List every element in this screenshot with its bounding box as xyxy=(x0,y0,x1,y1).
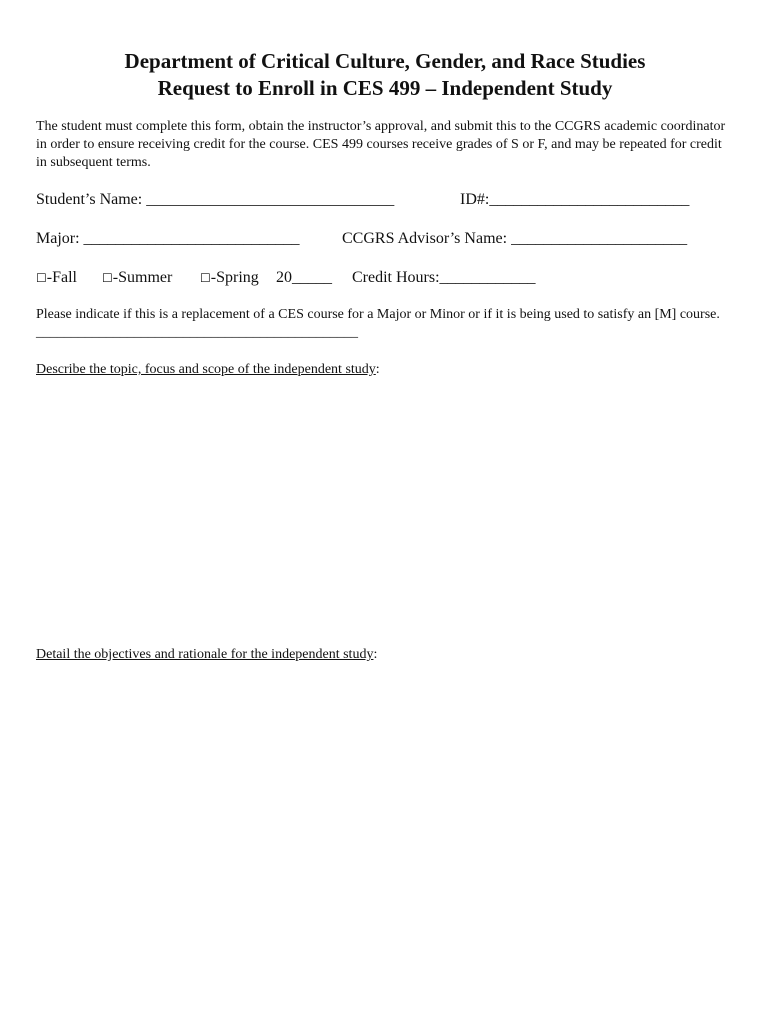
fall-checkbox[interactable] xyxy=(36,268,77,288)
id-field[interactable] xyxy=(460,190,689,210)
form-title: Request to Enroll in CES 499 – Independent Study xyxy=(157,76,613,100)
credit-hours-field[interactable] xyxy=(352,268,536,288)
student-name-label: Student’s Name: xyxy=(36,191,143,208)
spring-label: -Spring xyxy=(210,269,259,286)
fall-checkbox-icon[interactable]: ☐ xyxy=(36,271,47,285)
student-name-line[interactable]: _______________________________ xyxy=(146,191,395,208)
summer-label: -Summer xyxy=(112,269,173,286)
replacement-text: Please indicate if this is a replacement of a CES course for a Major or Minor or if it is being used to satisfy an [M] course. xyxy=(36,307,720,322)
advisor-label: CCGRS Advisor’s Name: xyxy=(342,230,508,247)
advisor-line[interactable]: ______________________ xyxy=(511,230,688,247)
summer-checkbox[interactable] xyxy=(102,268,172,288)
spring-checkbox-icon[interactable]: ☐ xyxy=(200,271,211,285)
department-title: Department of Critical Culture, Gender, and Race Studies xyxy=(124,49,646,73)
detail-heading-text: Detail the objectives and rationale for the independent study xyxy=(36,647,374,662)
describe-section-heading xyxy=(36,361,380,379)
summer-checkbox-icon[interactable]: ☐ xyxy=(102,271,113,285)
major-line[interactable]: ___________________________ xyxy=(83,230,300,247)
fall-label: -Fall xyxy=(46,269,77,286)
year-field[interactable]: 20_____ xyxy=(276,269,332,286)
credit-hours-label: Credit Hours: xyxy=(352,269,440,286)
major-field[interactable] xyxy=(36,229,300,249)
instructions-paragraph: The student must complete this form, obtain the instructor’s approval, and submit this to the CCGRS academic coordinator in order to ensure receiving credit for the course. CES 499 courses receive grades of S or F, and may be repeated for credit in subsequent terms. xyxy=(36,119,726,170)
id-label: ID#: xyxy=(460,191,490,208)
id-line[interactable]: _________________________ xyxy=(489,191,690,208)
describe-heading-colon: : xyxy=(375,362,380,377)
major-label: Major: xyxy=(36,230,80,247)
replacement-question xyxy=(36,306,740,342)
advisor-field[interactable] xyxy=(342,229,687,249)
detail-section-heading xyxy=(36,646,377,664)
student-name-field[interactable] xyxy=(36,190,394,210)
detail-heading-colon: : xyxy=(373,647,378,662)
spring-checkbox[interactable] xyxy=(200,268,259,288)
credit-hours-line[interactable]: ____________ xyxy=(439,269,536,286)
describe-heading-text: Describe the topic, focus and scope of the independent study xyxy=(36,362,376,377)
replacement-line[interactable]: ______________________________________________ xyxy=(36,325,358,340)
